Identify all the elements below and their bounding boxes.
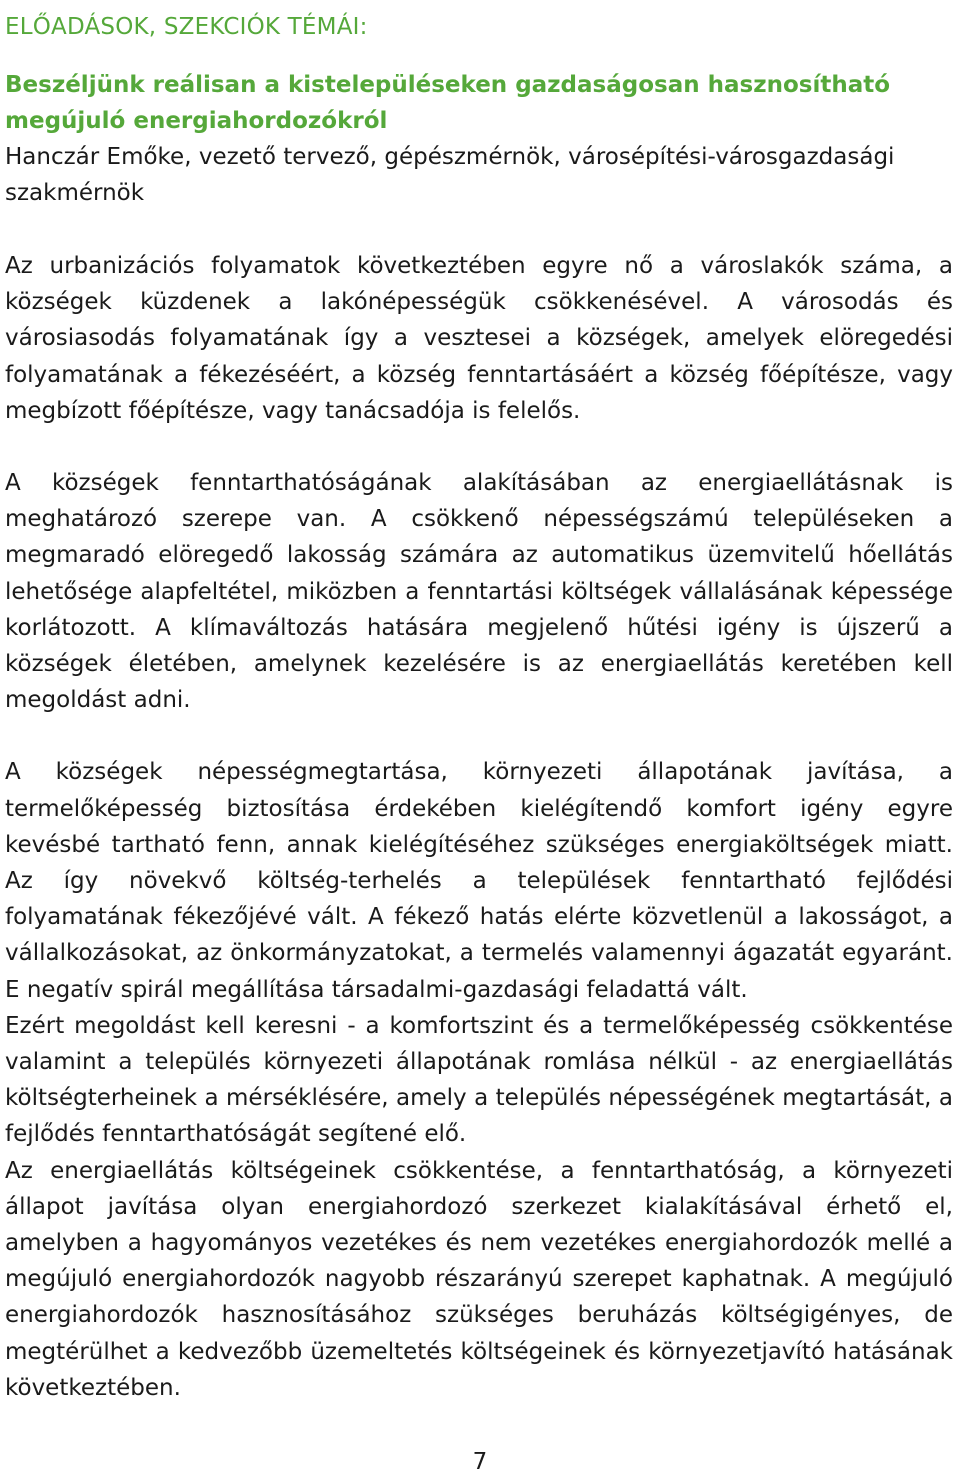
body-paragraph: A községek fenntarthatóságának alakításában az energiaellátásnak is meghatározó szerepe van. A csökkenő népességszámú településeken a megmaradó elöregedő lakosság számára az automatikus üzemvitelű hőellátás lehetősége alapfeltétel, miközben a fenntartási költségek vállalásának képessége korlátozott. A klímaváltozás hatására megjelenő hűtési igény is újszerű a községek életében, amelynek kezelésére is az energiaellátás keretében kell megoldást adni.: [5, 470, 953, 714]
body-paragraph: Az energiaellátás költségeinek csökkentése, a fenntarthatóság, a környezeti állapot javítása olyan energiahordozó szerkezet kialakításával érhető el, amelyben a hagyományos vezetékes és nem vezetékes energiahordozók mellé a megújuló energiahordozók nagyobb részarányú szerepet kaphatnak. A megújuló energiahordozók hasznosításához szükséges beruházás költségigényes, de megtérülhet a kedvezőbb üzemeltetés költségeinek és környezetjavító hatásának következtében.: [5, 1157, 953, 1401]
author-line: Hanczár Emőke, vezető tervező, gépészmérnök, városépítési-városgazdasági szakmérnök: [5, 144, 895, 206]
body-paragraph: Az urbanizációs folyamatok következtében egyre nő a városlakók száma, a községek küzdenek a lakónépességük csökkenésével. A városodás és városiasodás folyamatának így a vesztesei a községek, amelyek elöregedési folyamatának a fékezéséért, a község fenntartásáért a község főépítésze, vagy megbízott főépítésze, vagy tanácsadója is felelős.: [5, 253, 953, 424]
page-number: 7: [472, 1449, 488, 1475]
page-heading: ELŐADÁSOK, SZEKCIÓK TÉMÁI:: [5, 14, 368, 40]
body-paragraph: A községek népességmegtartása, környezeti állapotának javítása, a termelőképesség biztosítása érdekében kielégítendő komfort igény egyre kevésbé tartható fenn, annak kielégítéséhez szükséges energiaköltségek miatt. Az így növekvő költség-terhelés a települések fenntartható fejlődési folyamatának fékezőjévé vált. A fékező hatás elérte közvetlenül a lakosságot, a vállalkozásokat, az önkormányzatokat, a termelés valamennyi ágazatát egyaránt. E negatív spirál megállítása társadalmi-gazdasági feladattá vált.: [5, 759, 953, 1003]
section-title: Beszéljünk reálisan a kistelepüléseken gazdaságosan hasznosítható megújuló energiahordozókról: [5, 72, 891, 134]
body-paragraph: Ezért megoldást kell keresni - a komfortszint és a termelőképesség csökkentése valamint a település környezeti állapotának romlása nélkül - az energiaellátás költségterheinek a mérséklésére, amely a település népességének megtartását, a fejlődés fenntarthatóságát segítené elő.: [5, 1012, 953, 1148]
document-page: [5, 0, 953, 1406]
